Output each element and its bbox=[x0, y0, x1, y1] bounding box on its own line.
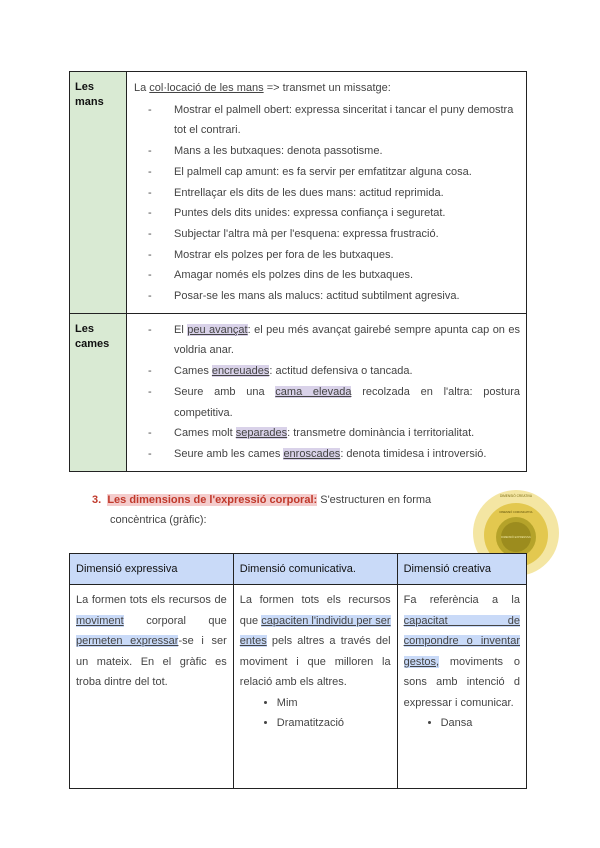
highlight: enroscades bbox=[283, 447, 341, 460]
communicative-list bbox=[240, 693, 391, 734]
list-item: - Seure amb una cama elevada recolzada en l'altra: postura competitiva. bbox=[148, 382, 520, 423]
dimensions-table bbox=[69, 553, 527, 789]
cell-expressive: La formen tots els recursos de moviment corporal que permeten expressar-se i ser un mateix. En el gràfic es troba dintre del tot. bbox=[70, 585, 234, 789]
list-item: - El palmell cap amunt: es fa servir per emfatitzar alguna cosa. bbox=[148, 162, 520, 183]
highlight: permeten expressar bbox=[76, 635, 179, 647]
hands-intro: La col·locació de les mans => transmet un missatge: bbox=[134, 82, 391, 94]
highlight: capacitat de compondre o inventar gestos, bbox=[403, 614, 520, 668]
list-item: - Cames encreuades: actitud defensiva o tancada. bbox=[148, 361, 520, 382]
list-item: - Cames molt separades: transmetre dominància i territorialitat. bbox=[148, 423, 520, 444]
table-row bbox=[70, 585, 527, 789]
list-item: - Mans a les butxaques: denota passotisme. bbox=[148, 141, 520, 162]
cell-creative: Fa referència a la capacitat de compondre o inventar gestos, moviments o sons amb intenció d expressar i comunicar. • Dansa bbox=[397, 585, 526, 789]
body-language-table bbox=[69, 71, 527, 472]
header-communicative: Dimensió comunicativa. bbox=[233, 554, 397, 585]
middle-label: DIMENSIÓ COMUNICATIVA bbox=[499, 511, 533, 514]
hands-list bbox=[134, 100, 520, 307]
list-item: • Mim bbox=[277, 693, 391, 714]
section-text: S'estructuren en forma bbox=[317, 494, 432, 506]
header-creative: Dimensió creativa bbox=[397, 554, 526, 585]
highlight: peu avançat bbox=[187, 323, 248, 336]
row-content-hands bbox=[127, 72, 527, 314]
highlight: separades bbox=[235, 427, 288, 440]
section-3-line1 bbox=[92, 490, 462, 510]
table-row-legs bbox=[70, 313, 527, 471]
highlight: capaciten l'individu per ser entes bbox=[239, 614, 391, 647]
section-title: Les dimensions de l'expressió corporal: bbox=[107, 494, 318, 506]
table-row-hands bbox=[70, 72, 527, 314]
list-item: • Dansa bbox=[441, 713, 520, 734]
list-item: - Amagar només els polzes dins de les butxaques. bbox=[148, 265, 520, 286]
highlight: moviment bbox=[76, 614, 124, 627]
row-label-legs: Les cames bbox=[70, 313, 127, 471]
cell-communicative: La formen tots els recursos que capaciten l'individu per ser entes pels altres a través del moviment i que milloren la relació amb els altres. • Mim • Dramatització bbox=[233, 585, 397, 789]
creative-list bbox=[404, 713, 520, 734]
section-3-line2: concèntrica (gràfic): bbox=[110, 514, 207, 526]
hands-intro-underlined: col·locació de les mans bbox=[149, 82, 264, 94]
list-item: - Mostrar els polzes per fora de les butxaques. bbox=[148, 245, 520, 266]
list-item: - Entrellaçar els dits de les dues mans: actitud reprimida. bbox=[148, 183, 520, 204]
highlight: encreuades bbox=[211, 365, 270, 378]
list-item: - Subjectar l'altra mà per l'esquena: expressa frustració. bbox=[148, 224, 520, 245]
inner-label: DIMENSIÓ EXPRESSIVA bbox=[501, 536, 531, 539]
list-item: - El peu avançat: el peu més avançat gairebé sempre apunta cap on es voldria anar. bbox=[148, 320, 520, 361]
row-label-hands: Les mans bbox=[70, 72, 127, 314]
list-item: • Dramatització bbox=[277, 713, 391, 734]
header-expressive: Dimensió expressiva bbox=[70, 554, 234, 585]
table-header-row bbox=[70, 554, 527, 585]
outer-label: DIMENSIÓ CREATIVA bbox=[499, 494, 533, 498]
list-item: - Mostrar el palmell obert: expressa sinceritat i tancar el puny demostra tot el contrari. bbox=[148, 100, 520, 141]
list-item: - Posar-se les mans als malucs: actitud subtilment agresiva. bbox=[148, 286, 520, 307]
section-number: 3. bbox=[92, 494, 102, 506]
list-item: - Seure amb les cames enroscades: denota timidesa i introversió. bbox=[148, 444, 520, 465]
list-item: - Puntes dels dits unides: expressa confiança i seguretat. bbox=[148, 203, 520, 224]
legs-list bbox=[134, 320, 520, 465]
row-content-legs bbox=[127, 313, 527, 471]
section-3-heading bbox=[92, 490, 462, 530]
highlight: cama elevada bbox=[275, 385, 352, 398]
